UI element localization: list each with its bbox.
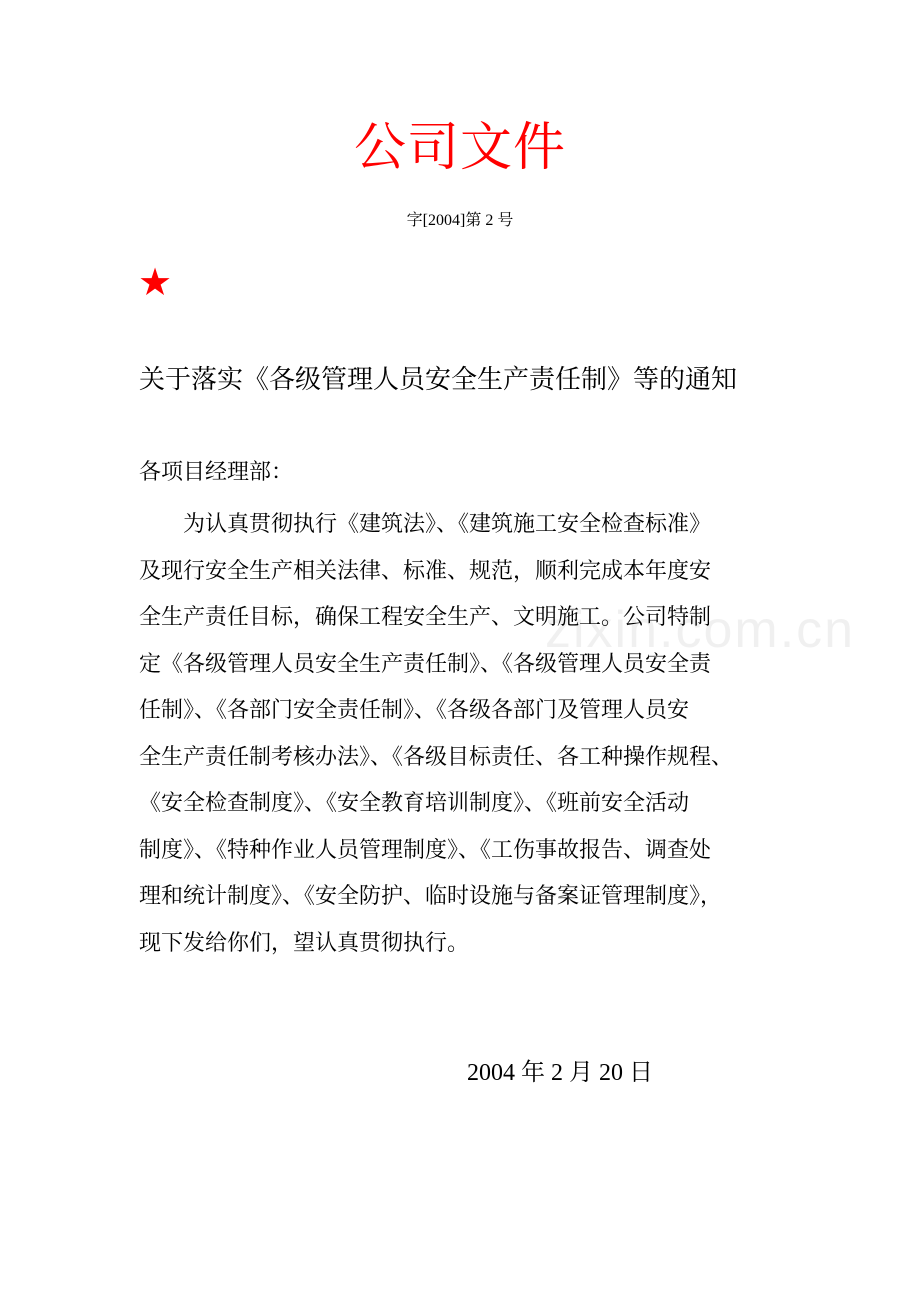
document-header-title: 公司文件 — [353, 118, 566, 178]
red-star-icon: ★ — [138, 260, 173, 304]
notice-date: 2004 年 2 月 20 日 — [467, 1060, 653, 1086]
body-line: 《安全检查制度》、《安全教育培训制度》、《班前安全活动 — [139, 791, 690, 816]
body-line: 全生产责任目标，确保工程安全生产、文明施工。公司特制 — [139, 605, 712, 630]
body-line: 任制》、《各部门安全责任制》、《各级各部门及管理人员安 — [139, 698, 690, 723]
body-line: 为认真贯彻执行《建筑法》、《建筑施工安全检查标准》 — [139, 512, 712, 537]
body-line: 定《各级管理人员安全生产责任制》、《各级管理人员安全责 — [139, 651, 712, 677]
body-line: 制度》、《特种作业人员管理制度》、《工伤事故报告、调查处 — [139, 837, 712, 863]
document-number: 字[2004]第 2 号 — [406, 212, 514, 229]
body-line: 全生产责任制考核办法》、《各级目标责任、各工种操作规程、 — [139, 744, 734, 770]
notice-title: 关于落实《各级管理人员安全生产责任制》等的通知 — [139, 365, 738, 395]
body-line: 理和统计制度》、《安全防护、临时设施与备案证管理制度》， — [139, 884, 723, 909]
notice-body — [139, 502, 784, 967]
body-line: 及现行安全生产相关法律、标准、规范，顺利完成本年度安 — [139, 558, 712, 584]
body-line: 现下发给你们，望认真贯彻执行。 — [139, 930, 470, 956]
watermark: zixin.com.cn — [545, 601, 856, 659]
salutation: 各项目经理部： — [139, 460, 294, 485]
